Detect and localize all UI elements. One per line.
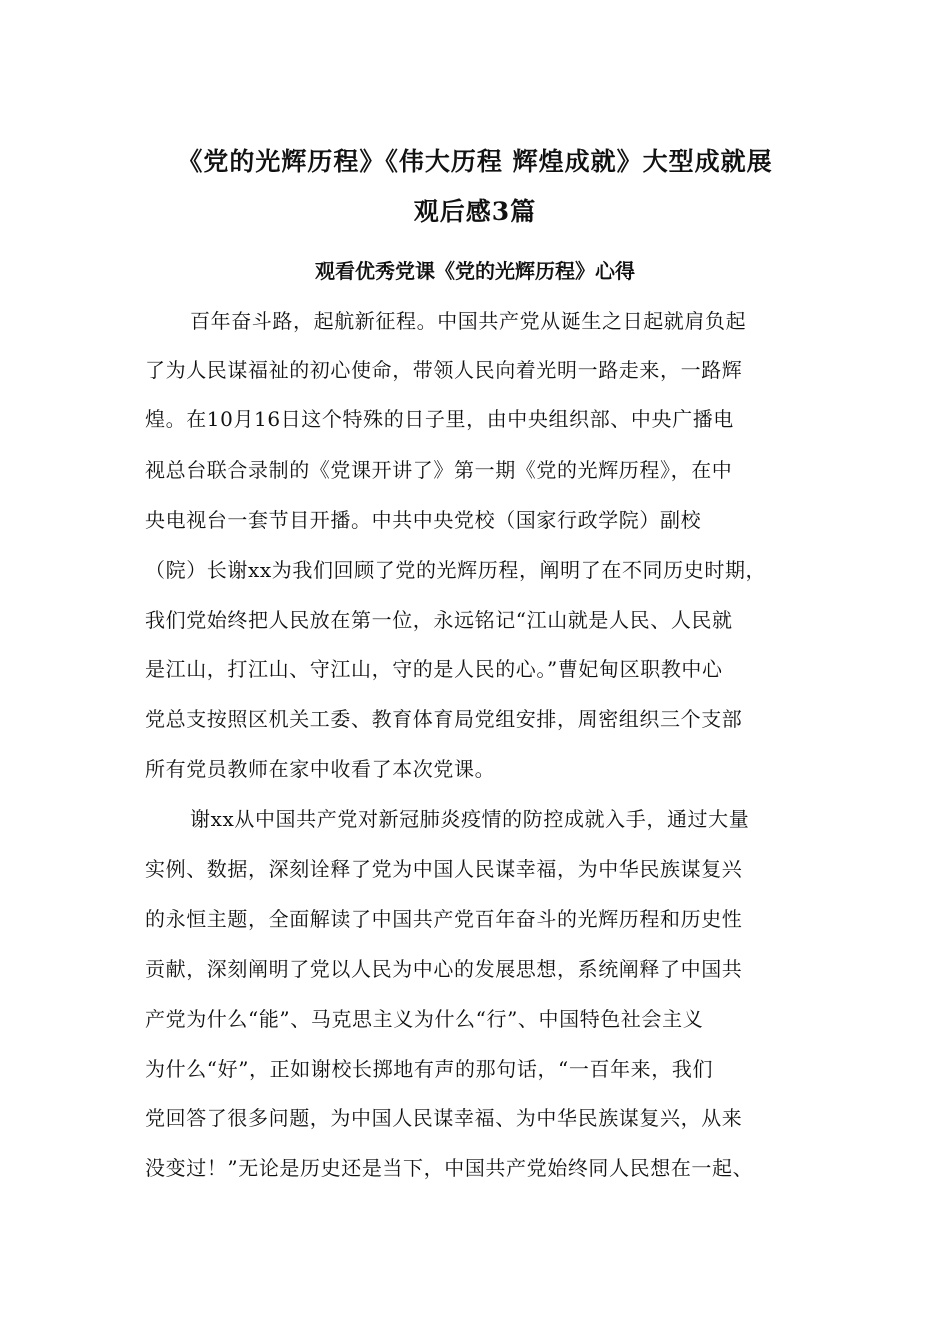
paragraph-1-line: 所有党员教师在家中收看了本次党课。 bbox=[145, 757, 496, 781]
paragraph-1-line: 党总支按照区机关工委、教育体育局党组安排，周密组织三个支部 bbox=[145, 707, 743, 731]
paragraph-1-line: （院）长谢xx为我们回顾了党的光辉历程，阐明了在不同历史时期， bbox=[145, 558, 767, 582]
paragraph-1-line: 视总台联合录制的《党课开讲了》第一期《党的光辉历程》，在中 bbox=[145, 458, 733, 482]
paragraph-1-line: 煌。在10月16日这个特殊的日子里，由中央组织部、中央广播电 bbox=[145, 407, 734, 431]
paragraph-2-line: 谢xx从中国共产党对新冠肺炎疫情的防控成就入手，通过大量 bbox=[190, 807, 750, 831]
paragraph-2-line: 没变过！”无论是历史还是当下，中国共产党始终同人民想在一起、 bbox=[145, 1156, 754, 1180]
document-title-line-2: 观后感3篇 bbox=[413, 197, 537, 226]
paragraph-2-line: 贡献，深刻阐明了党以人民为中心的发展思想，系统阐释了中国共 bbox=[145, 957, 743, 981]
document-title-line-1: 《党的光辉历程》《伟大历程 辉煌成就》大型成就展 bbox=[177, 147, 773, 176]
paragraph-2-line: 的永恒主题，全面解读了中国共产党百年奋斗的光辉历程和历史性 bbox=[145, 907, 743, 931]
paragraph-2-line: 党回答了很多问题，为中国人民谋幸福、为中华民族谋复兴，从来 bbox=[145, 1106, 743, 1130]
paragraph-2-line: 产党为什么“能”、马克思主义为什么“行”、中国特色社会主义 bbox=[145, 1007, 704, 1031]
paragraph-2-line: 为什么“好”，正如谢校长掷地有声的那句话，“一百年来，我们 bbox=[145, 1057, 714, 1081]
section-subtitle: 观看优秀党课《党的光辉历程》心得 bbox=[315, 259, 635, 283]
paragraph-1-line: 了为人民谋福祉的初心使命，带领人民向着光明一路走来，一路辉 bbox=[145, 358, 743, 382]
paragraph-2-line: 实例、数据，深刻诠释了党为中国人民谋幸福，为中华民族谋复兴 bbox=[145, 857, 743, 881]
paragraph-1-line: 是江山，打江山、守江山，守的是人民的心。”曹妃甸区职教中心 bbox=[145, 657, 723, 681]
paragraph-1-line: 我们党始终把人民放在第一位，永远铭记“江山就是人民、人民就 bbox=[145, 608, 733, 632]
paragraph-1-line: 百年奋斗路，起航新征程。中国共产党从诞生之日起就肩负起 bbox=[190, 309, 747, 333]
paragraph-1-line: 央电视台一套节目开播。中共中央党校（国家行政学院）副校 bbox=[145, 508, 702, 532]
